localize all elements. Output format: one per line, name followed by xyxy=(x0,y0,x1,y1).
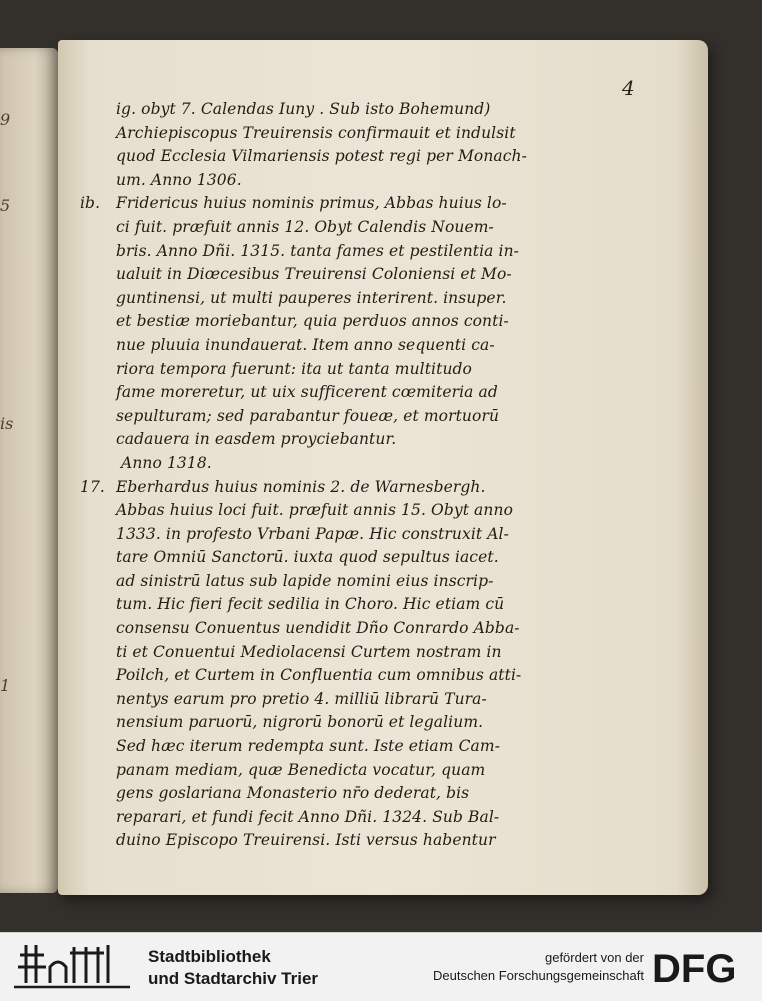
line-text: fame moreretur, ut uix sufficerent cœmiteria ad xyxy=(116,383,498,402)
institution-name-line1: Stadtbibliothek xyxy=(148,947,271,966)
line-text: quod Ecclesia Vilmariensis potest regi per Monach- xyxy=(116,147,527,166)
funder-caption-line1: gefördert von der xyxy=(544,950,644,965)
manuscript-line xyxy=(80,735,640,759)
line-text: duino Episcopo Treuirensi. Isti versus habentur xyxy=(116,831,496,850)
line-text: reparari, et fundi fecit Anno Dñi. 1324. Sub Bal- xyxy=(116,807,500,826)
manuscript-line xyxy=(80,381,640,405)
line-text: Fridericus huius nominis primus, Abbas huius lo- xyxy=(116,194,507,213)
line-text: cadauera in easdem proyciebantur. xyxy=(116,430,397,449)
line-text: ci fuit. præfuit annis 12. Obyt Calendis Nouem- xyxy=(116,217,494,236)
manuscript-line xyxy=(80,829,640,853)
stadtbibliothek-logo-icon xyxy=(12,939,134,997)
line-text: Eberhardus huius nominis 2. de Warnesbergh. xyxy=(116,477,486,496)
line-text: guntinensi, ut multi pauperes interirent. insuper. xyxy=(116,288,507,307)
manuscript-line xyxy=(80,593,640,617)
manuscript-line xyxy=(80,428,640,452)
line-text: tare Omniū Sanctorū. iuxta quod sepultus iacet. xyxy=(116,548,499,567)
manuscript-line xyxy=(80,523,640,547)
line-text: 1333. in profesto Vrbani Papæ. Hic construxit Al- xyxy=(116,524,509,543)
manuscript-line xyxy=(80,192,640,216)
manuscript-line xyxy=(80,334,640,358)
manuscript-line xyxy=(80,216,640,240)
institution-name-line2: und Stadtarchiv Trier xyxy=(148,969,319,988)
entry-number: 17. xyxy=(80,477,105,496)
manuscript-line xyxy=(80,98,640,122)
manuscript-line xyxy=(80,405,640,429)
manuscript-line xyxy=(80,240,640,264)
page-number: 4 xyxy=(622,76,635,100)
manuscript-text xyxy=(80,98,640,853)
manuscript-line xyxy=(80,310,640,334)
manuscript-line xyxy=(80,263,640,287)
left-page-edge-mark: 5 xyxy=(0,196,11,215)
line-text: ti et Conuentui Mediolacensi Curtem nostram in xyxy=(116,642,502,661)
line-text: tum. Hic fieri fecit sedilia in Choro. Hic etiam cū xyxy=(116,595,505,614)
line-text: nue pluuia inundauerat. Item anno sequenti ca- xyxy=(116,335,495,354)
line-text: Anno 1318. xyxy=(116,453,212,472)
manuscript-line xyxy=(80,664,640,688)
line-text: consensu Conuentus uendidit Dño Conrardo Abba- xyxy=(116,619,520,638)
manuscript-line xyxy=(80,287,640,311)
left-page-edge-mark: is xyxy=(0,414,14,433)
line-text: gens goslariana Monasterio nr̄o dederat, bis xyxy=(116,784,470,803)
left-page-edge-mark: 9 xyxy=(0,110,11,129)
line-text: panam mediam, quæ Benedicta vocatur, quam xyxy=(116,760,486,779)
line-text: Abbas huius loci fuit. præfuit annis 15. Obyt anno xyxy=(116,501,513,520)
left-facing-page xyxy=(0,48,58,893)
line-text: bris. Anno Dñi. 1315. tanta fames et pestilentia in- xyxy=(116,241,520,260)
entry-number: ib. xyxy=(80,194,101,213)
line-text: nentys earum pro pretio 4. milliū librarū Tura- xyxy=(116,689,487,708)
line-text: um. Anno 1306. xyxy=(116,170,242,189)
manuscript-line xyxy=(80,711,640,735)
manuscript-line xyxy=(80,546,640,570)
line-text: ad sinistrū latus sub lapide nomini eius inscrip- xyxy=(116,571,494,590)
line-text: nensium paruorū, nigrorū bonorū et legalium. xyxy=(116,713,484,732)
manuscript-line xyxy=(80,358,640,382)
line-text: ualuit in Diœcesibus Treuirensi Coloniensi et Mo- xyxy=(116,265,512,284)
left-page-edge-mark: 1 xyxy=(0,676,11,695)
manuscript-line xyxy=(80,476,640,500)
dfg-logo-text: DFG xyxy=(652,947,737,987)
manuscript-line xyxy=(80,145,640,169)
funder-caption-line2: Deutschen Forschungsgemeinschaft xyxy=(432,968,644,983)
dfg-logo xyxy=(652,947,752,987)
line-text: Sed hæc iterum redempta sunt. Iste etiam Cam- xyxy=(116,737,501,756)
line-text: Poilch, et Curtem in Confluentia cum omnibus atti- xyxy=(116,666,522,685)
manuscript-line xyxy=(80,169,640,193)
line-text: et bestiæ moriebantur, quia perduos annos conti- xyxy=(116,312,509,331)
manuscript-line xyxy=(80,782,640,806)
manuscript-line xyxy=(80,641,640,665)
manuscript-line xyxy=(80,759,640,783)
manuscript-line xyxy=(80,617,640,641)
footer-bar xyxy=(0,932,762,1001)
line-text: sepulturam; sed parabantur foueæ, et mortuorū xyxy=(116,406,500,425)
line-text: Archiepiscopus Treuirensis confirmauit et indulsit xyxy=(116,123,516,142)
manuscript-line xyxy=(80,570,640,594)
manuscript-line xyxy=(80,122,640,146)
line-text: ig. obyt 7. Calendas Iuny . Sub isto Bohemund) xyxy=(116,100,491,118)
line-text: riora tempora fuerunt: ita ut tanta multitudo xyxy=(116,359,472,378)
manuscript-line xyxy=(80,806,640,830)
manuscript-line xyxy=(80,452,640,476)
manuscript-line xyxy=(80,688,640,712)
manuscript-line xyxy=(80,499,640,523)
